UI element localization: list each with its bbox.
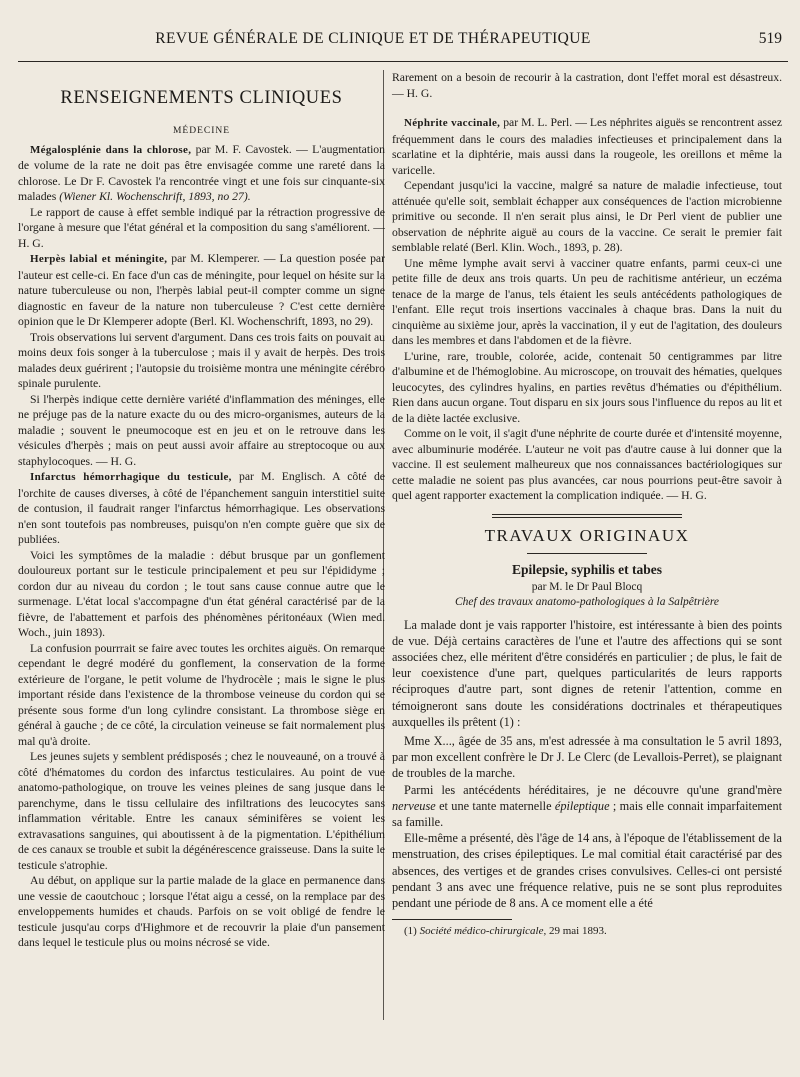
rubric-medecine: MÉDECINE xyxy=(172,126,231,136)
journal-title: REVUE GÉNÉRALE DE CLINIQUE ET DE THÉRAPEUTIQUE xyxy=(155,30,591,47)
paragraph: Le rapport de cause à effet semble indiqué par la rétraction progressive de l'organe à mesure que l'état général et la composition du sang s'améliorent. — H. G. xyxy=(18,205,385,250)
paragraph: Si l'herpès indique cette dernière variété d'inflammation des méninges, elle ne préjuge pas de la nature exacte du ou des micro-organismes, auteurs de la maladie ; souvent le pneumocoque est en jeu et on le retrouve dans les vésicules d'herpès ; mais on peut aussi avoir affaire au streptocoque ou aux staphylocoques. — H. G. xyxy=(18,392,385,468)
paragraph: Les jeunes sujets y semblent prédisposés ; chez le nouveauné, on a trouvé à côté d'hématomes du cordon des infarctus testiculaires. Au point de vue anatomo-pathologique, on trouve les veines pleines de sang jusque dans le parenchyme, dans le tissu cellulaire des infiltrations des leucocytes sans inflammation véritable. Entre les canaux séminifères se voient les extravasations sanguines, qui aboutissent à de la pigmentation. L'épithélium de ces canaux se trouble et subit la dégénérescence graisseuse. Dans la suite le testicule s'atrophie. xyxy=(18,750,385,872)
section-title-travaux: TRAVAUX ORIGINAUX xyxy=(484,525,690,545)
paragraph-text: par M. Englisch. A côté de l'orchite de causes diverses, à côté de l'épanchement sanguin interstitiel suite de contusion, il faudrait ranger l'infarctus hémorrhagique. Les observations n'en sont toutefois pas nombreuses, puisqu'on n'en compte guère que six de publiées. xyxy=(18,470,385,546)
footnote-rule xyxy=(392,919,512,920)
entry-lead: Infarctus hémorrhagique du testicule, xyxy=(30,471,232,483)
section-separator xyxy=(492,514,682,518)
paragraph: Mme X..., âgée de 35 ans, m'est adressée à ma consultation le 5 avril 1893, par mon excellent confrère le Dr J. Le Clerc (de Levallois-Perret), se plaignant de troubles de la marche. xyxy=(392,733,782,781)
footnote-source: Société médico-chirurgicale, xyxy=(419,925,547,938)
right-column xyxy=(392,70,782,940)
paragraph-text: ; mais elle connait imparfaitement sa famille. xyxy=(392,798,783,829)
running-head xyxy=(18,30,788,52)
paragraph-text: par M. Klemperer. — La question posée par l'auteur est celle-ci. En face d'un cas de méningite, pour lequel on hésite sur la nature tuberculeuse ou non, l'herpès labial peut-il compter comme un signe diagnostic en faveur de la nature non tuberculeuse ? C'est cette dernière opinion que le Dr Klemperer adopte (Berl. Kl. Wochenschrift, 1893, no 29). xyxy=(18,252,385,328)
paragraph: Cependant jusqu'ici la vaccine, malgré sa nature de maladie infectieuse, tout atténuée qu'elle soit, semblait échapper aux conséquences de l'action microbienne primitive ou seconde. Il n'en serait plus ainsi, le Dr Perl vient de publier une observation de néphrite aiguë au cours de la vaccine. Ce serait le premier fait semblable relaté (Berl. Klin. Woch., 1893, p. 28). xyxy=(392,179,782,254)
footnote xyxy=(392,924,782,940)
paragraph xyxy=(18,251,385,330)
paragraph-text: par M. L. Perl. — Les néphrites aiguës se rencontrent assez fréquemment dans le cours des maladies infectieuses et principalement dans la scarlatine et la diphtérie, mais aussi dans la rougeole, les oreillons et même la varicelle. xyxy=(392,116,783,177)
footnote-marker: (1) xyxy=(404,925,417,938)
entry-lead: Mégalosplénie dans la chlorose, xyxy=(30,143,192,156)
left-column xyxy=(18,70,385,951)
header-rule xyxy=(18,61,788,62)
paragraph: Voici les symptômes de la maladie : début brusque par un gonflement douloureux portant sur le testicule principalement et peu sur l'épididyme ; cordon dur au niveau du cordon ; le tout sans cause connue autre que le surmenage. L'état local s'accompagne d'un état général caractérisé par de la fièvre, de l'abattement et parfois des phénomènes péritonéaux (Wien med. Woch., juin 1893). xyxy=(18,548,385,639)
paragraph xyxy=(392,782,782,831)
paragraph: La malade dont je vais rapporter l'histoire, est intéressante à bien des points de vue. Déjà certains caractères de l'une et l'autre des affections qui se sont associées chez, elle méritent d'être considérés en particulier ; de plus, le fait de leur coexistence d'une part, quelques particularités de leurs rapports réciproques d'autre part, sont dignes de retenir l'attention, comme en témoigneront sans doute les considérations doctrinales et thérapeutiques auxquelles ils prêtent (1) : xyxy=(392,617,782,729)
entry-author: par M. F. Cavostek. — xyxy=(195,142,308,156)
footnote-date: 29 mai 1893. xyxy=(548,925,607,938)
paragraph: Rarement on a besoin de recourir à la castration, dont l'effet moral est désastreux. — H. G. xyxy=(392,71,782,100)
article-affiliation: Chef des travaux anatomo-pathologiques à la Salpêtrière xyxy=(454,596,720,608)
article-author: par M. le Dr Paul Blocq xyxy=(531,580,643,593)
paragraph xyxy=(392,115,782,178)
page-number: 519 xyxy=(758,30,782,47)
entry-lead: Néphrite vaccinale, xyxy=(404,117,501,129)
emphasis: épileptique xyxy=(554,798,610,813)
paragraph xyxy=(18,142,385,205)
paragraph: Elle-même a présenté, dès l'âge de 14 ans, à l'époque de l'établissement de la menstruation, des crises épileptiques. Le mal comitial était caractérisé par des absences, des vertiges et de grandes crises convulsives. Celles-ci ont persisté pendant 3 ans avec une fréquence relative, puis ne se sont plus reproduites pendant une période de 8 ans. A ce moment elle a été xyxy=(392,831,782,910)
paragraph-text: Parmi les antécédents héréditaires, je ne découvre qu'une grand'mère xyxy=(404,782,782,797)
paragraph-text: et une tante maternelle xyxy=(439,798,552,813)
article-body xyxy=(392,617,782,912)
paragraph: Au début, on applique sur la partie malade de la glace en permanence dans une vessie de caoutchouc ; lorsque l'état aigu a cessé, on la remplace par des enveloppements humides et chauds. Parfois on se voit obligé de fendre le testicule jusqu'au corps d'Highmore et de recouvrir la plaie d'un pansement dans lequel le testicule plus ou moins nécrosé se vide. xyxy=(18,874,385,949)
entry-lead: Herpès labial et méningite, xyxy=(30,253,168,265)
paragraph: Comme on le voit, il s'agit d'une néphrite de courte durée et d'intensité moyenne, avec albuminurie modérée. L'auteur ne voit pas d'autre cause à lui donner que la vaccine. Il est seulement malheureux que nos connaissances bactériologiques sur cette maladie ne soient pas plus avancées, car nous pourrions peut-être savoir à quel agent rapporter exactement la complication indiquée. — H. G. xyxy=(392,427,782,502)
paragraph: La confusion pourrrait se faire avec toutes les orchites aiguës. On remarque cependant le degré modéré du gonflement, la conservation de la forme extérieure de l'organe, le petit volume de l'hydrocèle ; mais le signe le plus important réside dans l'existence de la thrombose veineuse du cordon qui se présente sous forme d'un long cylindre consistant. La thrombose siège en général à gauche ; de ce côté, la circulation veineuse se fait normalement plus mal qu'à droite. xyxy=(18,641,385,748)
section-title-renseignements: RENSEIGNEMENTS CLINIQUES xyxy=(60,88,343,108)
paragraph-text: L'augmentation de volume de la rate ne doit pas être envisagée comme une rareté dans la chlorose. Le Dr F. Cavostek l'a rencontrée vingt et une fois sur cinquante-six malades xyxy=(18,142,385,203)
emphasis: nerveuse xyxy=(392,798,436,813)
paragraph xyxy=(18,469,385,548)
citation: (Wiener Kl. Wochenschrift, 1893, no 27). xyxy=(59,190,251,203)
article-title: Epilepsie, syphilis et tabes xyxy=(511,562,663,577)
paragraph: Trois observations lui servent d'argument. Dans ces trois faits on pouvait au moins deux fois songer à la tuberculose ; mais il y avait de herpès. Des trois malades deux guérirent ; l'autopsie du troisième montra une méningite cérébro spinale purulente. xyxy=(18,330,385,390)
paragraph: L'urine, rare, trouble, colorée, acide, contenait 50 centigrammes par litre d'albumine et de l'hémoglobine. Au microscope, on trouvait des hématies, quelques leucocytes, des cylindres hyalins, en parties revêtus d'hématies ou d'épithélium. Rien dans aucun organe. Tout disparu en six jours sous l'influence du repos au lit et de la diète lactée exclusive. xyxy=(392,349,782,425)
paragraph: Une même lymphe avait servi à vacciner quatre enfants, parmi ceux-ci une petite fille de deux ans trois quarts. Un peu de rachitisme antérieur, un eczéma tenace de la marge de l'anus, tels étaient les seuls antécédents pathologiques de l'enfant. Elle reçut trois insertions vaccinales à chaque bras. Dans la nuit du cinquième au sixième jour, après la vaccination, il y eut de l'agitation, des douleurs dans les membres et dans l'abdomen et de la fièvre. xyxy=(392,256,782,347)
title-rule xyxy=(527,553,647,554)
